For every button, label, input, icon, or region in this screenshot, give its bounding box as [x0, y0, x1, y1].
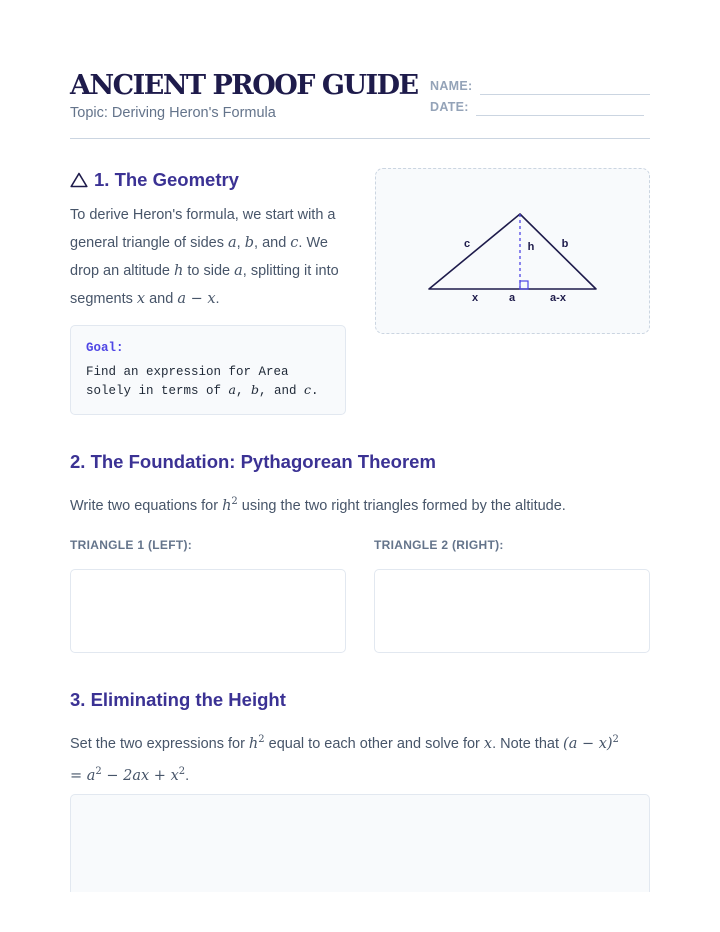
section-3-answer-box[interactable]: [70, 794, 650, 892]
triangle-2-label: TRIANGLE 2 (RIGHT):: [374, 538, 504, 552]
side-b-label: b: [561, 238, 569, 250]
right-angle-marker: [520, 281, 528, 289]
goal-label: Goal:: [86, 341, 124, 355]
segment-a-minus-x-label: a-x: [550, 292, 566, 304]
section-1-heading-text: 1. The Geometry: [94, 169, 239, 190]
header-divider: [70, 138, 650, 139]
triangle-2-answer-box[interactable]: [374, 569, 650, 653]
page-title: ANCIENT PROOF GUIDE: [70, 70, 418, 101]
triangle-shape: [429, 214, 596, 289]
section-1-text: To derive Heron's formula, we start with a general triangle of sides a, b, and c. We drop an altitude h to side a, splitting it into segments x and a − x.: [70, 207, 339, 307]
section-2-text: Write two equations for $h^2$ using the two right triangles formed by the altitude.: [70, 496, 566, 514]
base-a-label: a: [508, 292, 516, 304]
altitude-label: h: [527, 241, 535, 253]
date-field[interactable]: [476, 115, 644, 116]
triangle-icon: [70, 171, 88, 193]
section-3-heading: 3. Eliminating the Height: [70, 689, 286, 710]
date-label: DATE:: [430, 100, 469, 114]
page-topic: Topic: Deriving Heron's Formula: [70, 105, 276, 121]
triangle-1-label: TRIANGLE 1 (LEFT):: [70, 538, 193, 552]
name-field[interactable]: [480, 94, 650, 95]
segment-x-label: x: [471, 292, 479, 304]
section-2-heading: 2. The Foundation: Pythagorean Theorem: [70, 451, 436, 472]
goal-box: [70, 325, 346, 415]
triangle-1-answer-box[interactable]: [70, 569, 346, 653]
section-1-heading: [70, 169, 239, 193]
triangle-diagram: [375, 168, 650, 334]
side-c-label: c: [463, 238, 471, 250]
section-3-text: Set the two expressions for $h^2$ equal to each other and solve for x. Note that $(a - x)^2$ = $a^2 - 2ax + x^2$.: [70, 734, 619, 784]
name-label: NAME:: [430, 79, 473, 93]
goal-text: Find an expression for Area solely in terms of a, b, and c.: [86, 365, 319, 398]
